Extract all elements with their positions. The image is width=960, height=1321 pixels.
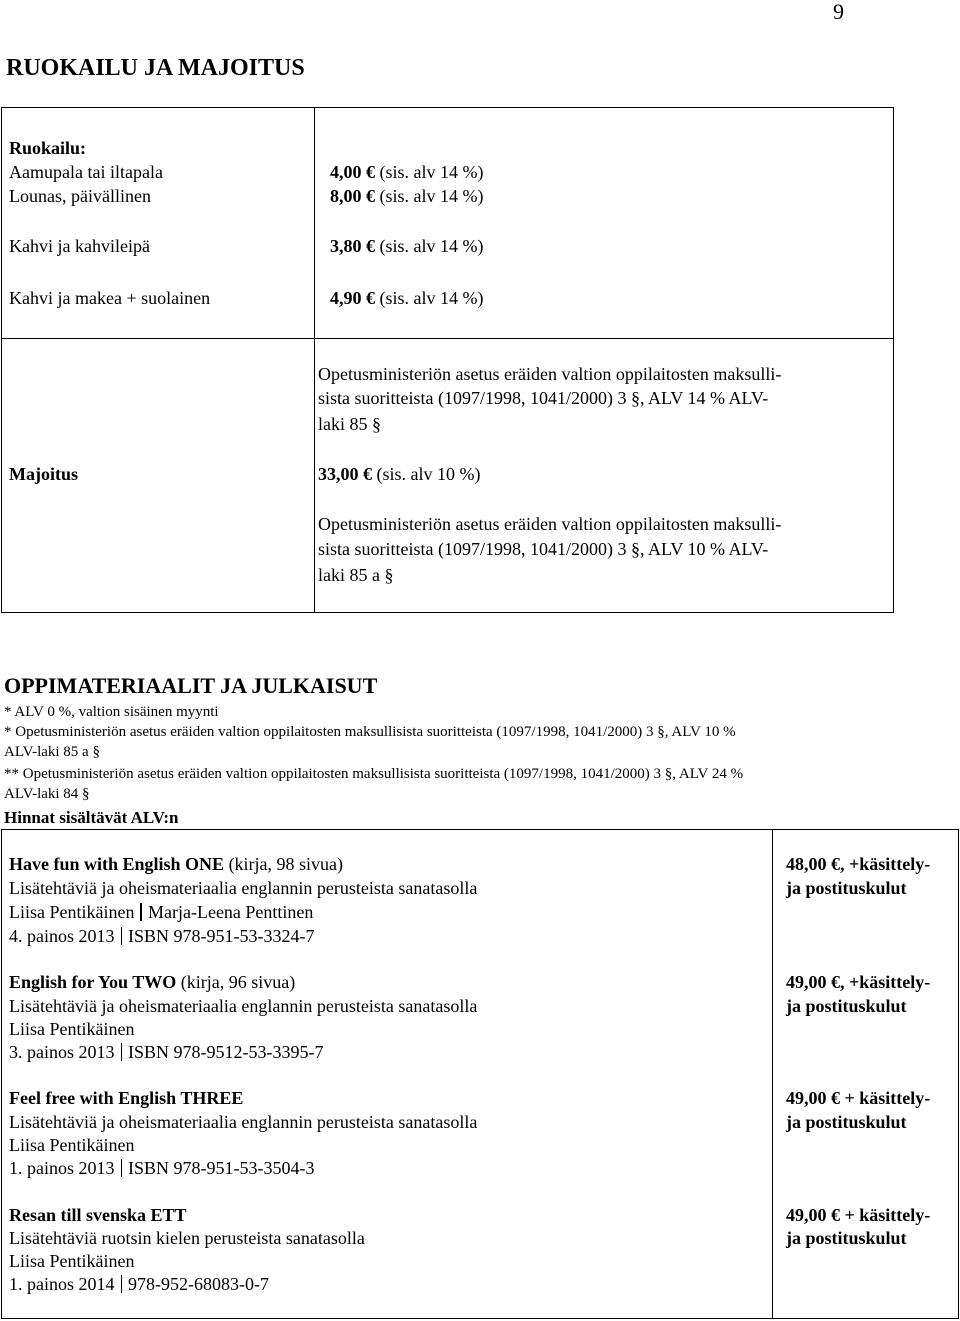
section-title-oppimateriaalit: OPPIMATERIAALIT JA JULKAISUT	[4, 673, 378, 698]
book-edition-row	[9, 1272, 269, 1296]
book-isbn: 978-952-68083-0-7	[128, 1274, 269, 1294]
book-price-note: ja postituskulut	[786, 1112, 907, 1132]
decree-line: laki 85 §	[318, 414, 381, 434]
book-author: Liisa Pentikäinen	[9, 902, 135, 922]
meal-price: 4,90 €	[330, 288, 375, 308]
book-author: Liisa Pentikäinen	[9, 1251, 135, 1271]
book-price-note: ja postituskulut	[786, 1228, 907, 1248]
ruokailu-label: Ruokailu:	[9, 138, 87, 158]
meal-vat: (sis. alv 14 %)	[379, 162, 484, 182]
book-desc: (kirja, 98 sivua)	[228, 854, 344, 874]
meal-name: Lounas, päivällinen	[9, 186, 151, 206]
meal-price: 8,00 €	[330, 186, 375, 206]
meal-vat: (sis. alv 14 %)	[379, 236, 484, 256]
book-price: 48,00 €, +käsittely-	[786, 854, 931, 874]
book-isbn: ISBN 978-951-53-3504-3	[128, 1158, 315, 1178]
book-subtitle: Lisätehtäviä ja oheismateriaalia englannin perusteista sanatasolla	[9, 996, 478, 1016]
meal-price: 4,00 €	[330, 162, 375, 182]
column-divider	[314, 108, 315, 338]
book-price: 49,00 € + käsittely-	[786, 1088, 931, 1108]
meal-price-row	[330, 184, 483, 208]
separator	[121, 1159, 123, 1177]
vat-note: Hinnat sisältävät ALV:n	[4, 808, 179, 827]
book-subtitle: Lisätehtäviä ja oheismateriaalia englannin perusteista sanatasolla	[9, 878, 478, 898]
book-isbn: ISBN 978-951-53-3324-7	[128, 926, 315, 946]
page-number: 9	[833, 0, 844, 24]
decree-line: sista suoritteista (1097/1998, 1041/2000) 3 §, ALV 14 % ALV-	[318, 388, 769, 408]
note-line: * Opetusministeriön asetus eräiden valtion oppilaitosten maksullisista suoritteista (1097/1998, 1041/2000) 3 §, ALV 10 %	[4, 724, 736, 740]
book-edition: 1. painos 2014	[9, 1274, 115, 1294]
separator	[121, 1275, 123, 1293]
meal-price-row	[330, 160, 483, 184]
majoitus-price: 33,00 €	[318, 464, 372, 484]
row-divider	[2, 338, 893, 339]
majoitus-label: Majoitus	[9, 464, 78, 484]
decree-line: sista suoritteista (1097/1998, 1041/2000) 3 §, ALV 10 % ALV-	[318, 539, 769, 559]
book-author: Marja-Leena Penttinen	[147, 902, 314, 922]
book-title-row	[9, 1203, 187, 1227]
separator	[121, 927, 123, 945]
majoitus-vat: (sis. alv 10 %)	[376, 464, 481, 484]
meal-price-row	[330, 286, 483, 310]
meal-name: Kahvi ja kahvileipä	[9, 236, 150, 256]
book-price-note: ja postituskulut	[786, 878, 907, 898]
note-line: ** Opetusministeriön asetus eräiden valtion oppilaitosten maksullisista suoritteista (1097/1998, 1041/2000) 3 §, ALV 24 %	[4, 766, 744, 782]
book-price: 49,00 € + käsittely-	[786, 1205, 931, 1225]
decree-line: Opetusministeriön asetus eräiden valtion oppilaitosten maksulli-	[318, 514, 782, 534]
book-title: English for You TWO	[9, 972, 177, 992]
column-divider	[314, 338, 315, 612]
book-title: Resan till svenska ETT	[9, 1205, 187, 1225]
book-isbn: ISBN 978-9512-53-3395-7	[128, 1042, 324, 1062]
book-price: 49,00 €, +käsittely-	[786, 972, 931, 992]
majoitus-price-row	[318, 462, 480, 486]
book-title: Have fun with English ONE	[9, 854, 225, 874]
meal-name: Aamupala tai iltapala	[9, 162, 163, 182]
book-edition-row	[9, 924, 315, 948]
note-line: ALV-laki 85 a §	[4, 744, 100, 760]
book-edition-row	[9, 1040, 324, 1064]
note-line: * ALV 0 %, valtion sisäinen myynti	[4, 704, 219, 720]
book-author: Liisa Pentikäinen	[9, 1019, 135, 1039]
column-divider	[772, 830, 773, 1318]
book-title-row	[9, 970, 295, 994]
book-edition-row	[9, 1156, 315, 1180]
section-title-ruokailu: RUOKAILU JA MAJOITUS	[6, 55, 305, 81]
separator	[121, 1043, 123, 1061]
book-author: Liisa Pentikäinen	[9, 1135, 135, 1155]
decree-line: Opetusministeriön asetus eräiden valtion oppilaitosten maksulli-	[318, 364, 782, 384]
book-edition: 4. painos 2013	[9, 926, 115, 946]
book-title: Feel free with English THREE	[9, 1088, 244, 1108]
meal-name: Kahvi ja makea + suolainen	[9, 288, 211, 308]
note-line: ALV-laki 84 §	[4, 786, 90, 802]
book-edition: 1. painos 2013	[9, 1158, 115, 1178]
book-price-note: ja postituskulut	[786, 996, 907, 1016]
decree-line: laki 85 a §	[318, 565, 394, 585]
meal-price: 3,80 €	[330, 236, 375, 256]
book-title-row	[9, 1086, 243, 1110]
separator	[140, 903, 142, 921]
book-desc: (kirja, 96 sivua)	[180, 972, 296, 992]
book-subtitle: Lisätehtäviä ja oheismateriaalia englannin perusteista sanatasolla	[9, 1112, 478, 1132]
book-subtitle: Lisätehtäviä ruotsin kielen perusteista sanatasolla	[9, 1228, 365, 1248]
meal-price-row	[330, 234, 483, 258]
meal-vat: (sis. alv 14 %)	[379, 186, 484, 206]
book-authors	[9, 900, 313, 924]
book-title-row	[9, 852, 343, 876]
meal-vat: (sis. alv 14 %)	[379, 288, 484, 308]
book-edition: 3. painos 2013	[9, 1042, 115, 1062]
